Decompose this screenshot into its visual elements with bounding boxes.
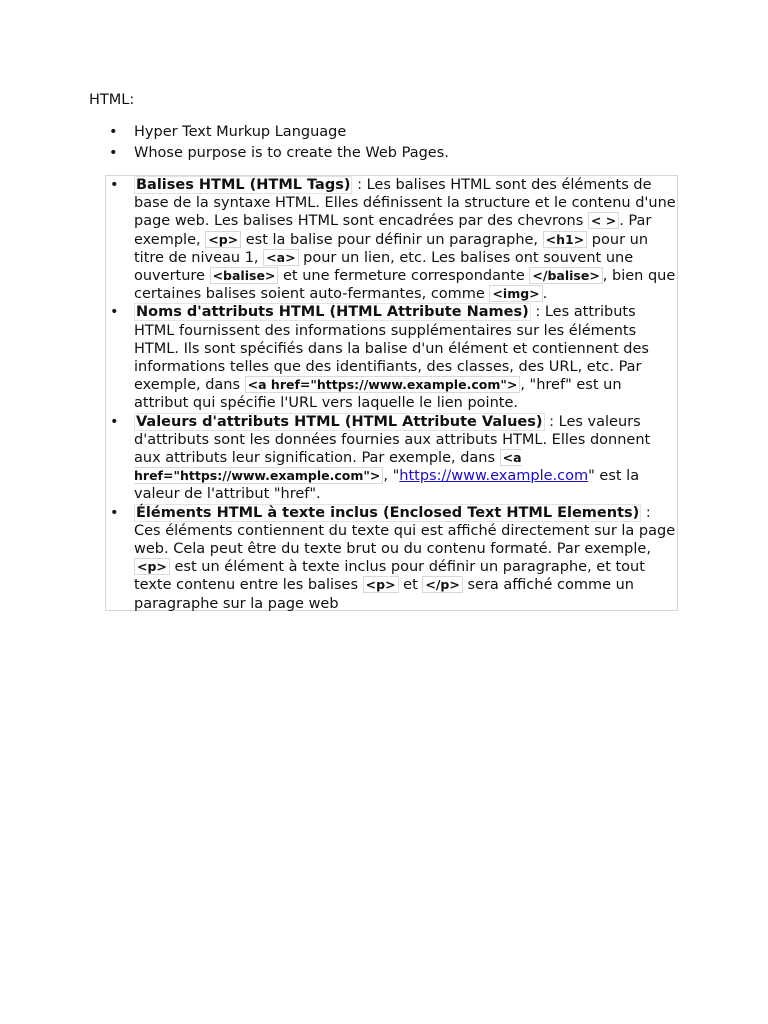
code-snippet: <p> [363, 576, 399, 593]
list-item [89, 143, 449, 164]
list-item-text: Hyper Text Murkup Language [134, 124, 347, 140]
code-snippet: <balise> [210, 267, 279, 284]
definition-text: , bien que certaines balises soient auto-fermantes, comme [134, 268, 676, 303]
definition-item-enclosed-text [106, 504, 677, 613]
definitions-list [106, 176, 677, 613]
definition-text: est la balise pour définir un paragraphe, [241, 231, 543, 248]
example-link[interactable]: https://www.example.com [399, 468, 589, 485]
bullet-icon: • [110, 413, 119, 430]
bullet-icon: • [110, 304, 119, 321]
list-item [89, 122, 449, 143]
definition-text: " est la valeur de l'attribut "href". [134, 468, 640, 503]
definition-term: Éléments HTML à texte inclus (Enclosed Text HTML Elements) [136, 504, 640, 521]
definition-text: sera affiché comme un paragraphe sur la page web [134, 577, 634, 612]
definition-text: : Les valeurs d'attributs sont les données fournies aux attributs HTML. Elles donnent aux attributs leur signification. Par exemple, dans [134, 413, 651, 467]
definition-item-attribute-values [106, 413, 677, 504]
code-snippet: <h1> [543, 231, 588, 248]
definition-term: Balises HTML (HTML Tags) [136, 177, 351, 193]
definition-text: : Les attributs HTML fournissent des informations supplémentaires sur les éléments HTML. Ils sont spécifiés dans la balise d'un élément et contiennent des informations telles que des identifiants, des classes, des URL, etc. Par exemple, dans [134, 304, 649, 394]
bullet-icon: • [110, 177, 119, 193]
code-snippet: </p> [422, 576, 462, 593]
bullet-icon: • [109, 145, 118, 161]
definition-text: , "href" est un attribut qui spécifie l'URL vers laquelle le lien pointe. [134, 377, 622, 412]
definition-item-attribute-names [106, 303, 677, 412]
definition-text: et une fermeture correspondante [278, 268, 530, 285]
definition-text: : Les balises HTML sont des éléments de base de la syntaxe HTML. Elles définissent la structure et le contenu d'une page web. Les balises HTML sont encadrées par des chevrons [134, 177, 676, 230]
code-snippet: < > [588, 212, 619, 229]
bullet-icon: • [110, 504, 119, 521]
list-item-text: Whose purpose is to create the Web Pages. [134, 145, 449, 161]
definitions-box [105, 175, 678, 611]
definition-text: est un élément à texte inclus pour définir un paragraphe, et tout texte contenu entre les balises [134, 559, 645, 594]
definition-text: pour un lien, etc. Les balises ont souvent une ouverture [134, 249, 634, 285]
definition-text: pour un titre de niveau 1, [134, 231, 649, 266]
code-snippet: <a href="https://www.example.com"> [245, 376, 521, 393]
intro-list [89, 122, 449, 164]
definition-text: . [542, 286, 548, 303]
definition-text: : Ces éléments contiennent du texte qui est affiché directement sur la page web. Cela peut être du texte brut ou du contenu formaté. Par exemple, [134, 504, 676, 558]
definition-text: , " [383, 468, 400, 485]
definition-item-tags [106, 176, 677, 303]
definition-text: et [398, 577, 423, 594]
bullet-icon: • [109, 124, 118, 140]
code-snippet: <img> [489, 285, 542, 302]
code-snippet: <p> [205, 231, 241, 248]
code-snippet: <a> [263, 249, 298, 266]
code-snippet: </balise> [529, 267, 602, 284]
definition-term: Valeurs d'attributs HTML (HTML Attribute Values) [136, 413, 543, 430]
definition-term: Noms d'attributs HTML (HTML Attribute Names) [136, 304, 529, 321]
code-snippet: <p> [134, 558, 170, 575]
definition-text: . Par exemple, [134, 213, 652, 248]
code-snippet: <a href="https://www.example.com"> [134, 450, 522, 484]
section-heading: HTML: [89, 92, 135, 108]
